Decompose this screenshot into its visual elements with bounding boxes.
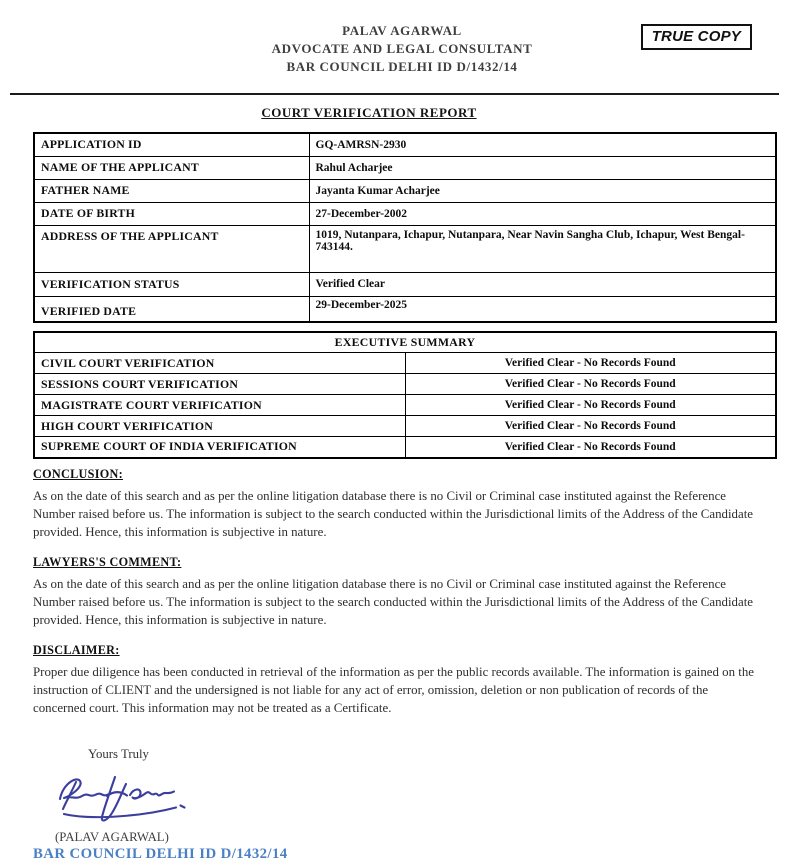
table-row [34,374,776,395]
report-title: COURT VERIFICATION REPORT [261,105,477,120]
detail-label: APPLICATION ID [34,133,309,156]
lawyers-comment-body: As on the date of this search and as per the online litigation database there is no Civil or Criminal case instituted against the Reference Number raised before us. The information is subject to the search conducted within the Jurisdictional limits of the Address of the Candidate provided. Hence, this information is subjective in nature. [33,576,754,627]
detail-value: Jayanta Kumar Acharjee [309,179,776,202]
summary-label: SESSIONS COURT VERIFICATION [34,374,405,395]
salutation: Yours Truly [88,746,149,761]
conclusion-body: As on the date of this search and as per the online litigation database there is no Civil or Criminal case instituted against the Reference Number raised before us. The information is subject to the search conducted within the Jurisdictional limits of the Address of the Candidate provided. Hence, this information is subjective in nature. [33,488,754,539]
applicant-details-table [33,132,777,323]
table-row [34,353,776,374]
handwritten-signature-icon [52,768,192,828]
signer-bar-council-id: BAR COUNCIL DELHI ID D/1432/14 [33,845,288,862]
conclusion-heading: CONCLUSION: [33,466,123,481]
summary-label: HIGH COURT VERIFICATION [34,416,405,437]
table-row [34,395,776,416]
summary-value: Verified Clear - No Records Found [405,374,776,395]
true-copy-stamp: TRUE COPY [641,24,752,50]
summary-value: Verified Clear - No Records Found [405,437,776,458]
table-row [34,296,776,322]
disclaimer-section [33,643,759,717]
table-row [34,202,776,225]
detail-label: DATE OF BIRTH [34,202,309,225]
detail-label: VERIFIED DATE [34,296,309,322]
detail-value: Verified Clear [309,272,776,296]
letterhead [0,0,788,76]
disclaimer-heading: DISCLAIMER: [33,642,120,657]
detail-value: 1019, Nutanpara, Ichapur, Nutanpara, Near Navin Sangha Club, Ichapur, West Bengal-743144. [309,225,776,272]
lawyers-comment-section [33,555,759,629]
header-divider [10,93,779,95]
summary-label: MAGISTRATE COURT VERIFICATION [34,395,405,416]
conclusion-section [33,467,759,541]
detail-value: Rahul Acharjee [309,156,776,179]
detail-value: 27-December-2002 [309,202,776,225]
table-row [34,416,776,437]
table-row [34,179,776,202]
lawyers-comment-heading: LAWYERS'S COMMENT: [33,554,182,569]
signoff-block [0,747,788,863]
summary-value: Verified Clear - No Records Found [405,353,776,374]
advocate-name: PALAV AGARWAL [342,23,462,38]
detail-label: NAME OF THE APPLICANT [34,156,309,179]
table-row [34,272,776,296]
detail-label: FATHER NAME [34,179,309,202]
summary-value: Verified Clear - No Records Found [405,416,776,437]
detail-value: GQ-AMRSN-2930 [309,133,776,156]
disclaimer-body: Proper due diligence has been conducted in retrieval of the information as per the public records available. The information is gained on the instruction of CLIENT and the undersigned is not liable for any act of error, omission, deletion or non publication of records of the concerned court. This information may not be treated as a Certificate. [33,664,755,715]
signer-name: (PALAV AGARWAL) [55,829,169,844]
table-row [34,156,776,179]
advocate-role: ADVOCATE AND LEGAL CONSULTANT [271,41,533,56]
summary-label: CIVIL COURT VERIFICATION [34,353,405,374]
report-title-wrap [33,104,705,122]
table-header-row [34,332,776,353]
table-row [34,133,776,156]
summary-header: EXECUTIVE SUMMARY [34,332,776,353]
summary-label: SUPREME COURT OF INDIA VERIFICATION [34,437,405,458]
summary-value: Verified Clear - No Records Found [405,395,776,416]
advocate-bar-id: BAR COUNCIL DELHI ID D/1432/14 [286,59,518,74]
detail-label: VERIFICATION STATUS [34,272,309,296]
table-row [34,437,776,458]
executive-summary-table [33,331,777,459]
detail-label: ADDRESS OF THE APPLICANT [34,225,309,272]
detail-value: 29-December-2025 [309,296,776,322]
table-row [34,225,776,272]
